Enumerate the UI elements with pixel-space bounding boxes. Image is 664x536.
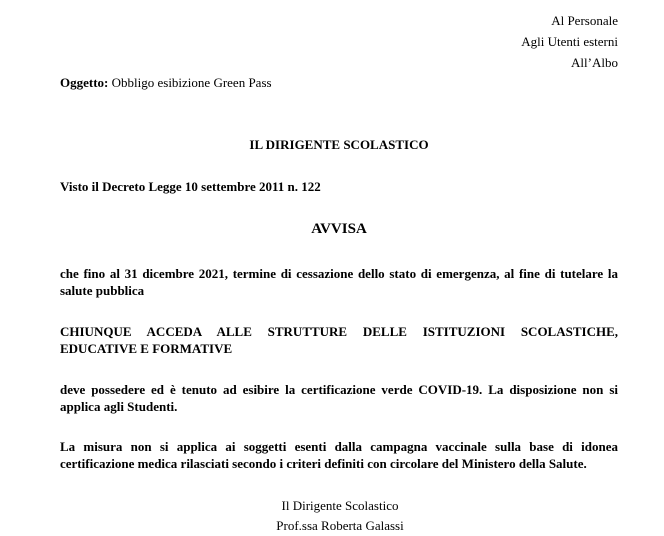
- avvisa-heading: AVVISA: [311, 221, 367, 237]
- recipient-line: Al Personale: [551, 13, 618, 28]
- subject-text: Obbligo esibizione Green Pass: [108, 75, 272, 90]
- paragraph-whoever-accesses: CHIUNQUE ACCEDA ALLE STRUTTURE DELLE ISTITUZIONI SCOLASTICHE, EDUCATIVE E FORMATIVE: [60, 324, 618, 356]
- signature-block: [230, 496, 450, 536]
- subject-line: [60, 74, 272, 91]
- visto-line: Visto il Decreto Legge 10 settembre 2011 n. 122: [60, 179, 321, 194]
- subject-label: Oggetto:: [60, 75, 109, 90]
- recipient-line: All’Albo: [571, 55, 618, 70]
- dirigente-heading: IL DIRIGENTE SCOLASTICO: [249, 137, 429, 152]
- paragraph-exemption: La misura non si applica ai soggetti esenti dalla campagna vaccinale sulla base di idonea certificazione medica rilasciati secondo i criteri definiti con circolare del Ministero della Salute.: [60, 439, 618, 471]
- recipients-block: [521, 10, 618, 73]
- paragraph-validity: che fino al 31 dicembre 2021, termine di cessazione dello stato di emergenza, al fine di tutelare la salute pubblica: [60, 266, 618, 298]
- paragraph-obligation: deve possedere ed è tenuto ad esibire la certificazione verde COVID-19. La disposizione non si applica agli Studenti.: [60, 382, 618, 414]
- recipient-line: Agli Utenti esterni: [521, 34, 618, 49]
- signature-name: Prof.ssa Roberta Galassi: [276, 518, 404, 533]
- signature-title: Il Dirigente Scolastico: [281, 498, 399, 513]
